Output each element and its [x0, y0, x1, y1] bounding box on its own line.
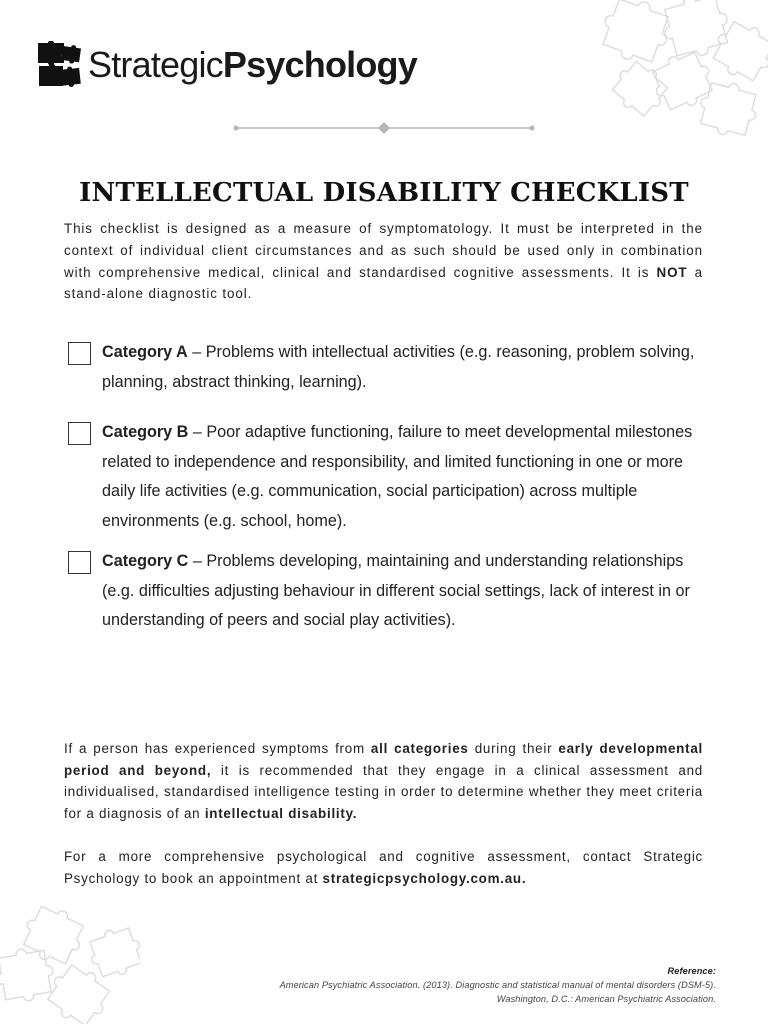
category-a-label: Category A: [102, 343, 188, 361]
intro-emphasis: NOT: [656, 264, 688, 280]
category-c-description: – Problems developing, maintaining and understanding relationships (e.g. difficulties adjusting behaviour in different social settings, lack of interest in or understanding of peers and social play activities).: [102, 552, 690, 629]
summary-bold-2: early developmental period and beyond,: [64, 741, 703, 778]
page-title: INTELLECTUAL DISABILITY CHECKLIST: [79, 178, 689, 208]
category-a-checkbox[interactable]: [68, 342, 91, 365]
category-c-label: Category C: [102, 552, 189, 570]
category-b-label: Category B: [102, 423, 189, 441]
reference-line-2: Washington, D.C.: American Psychiatric Association.: [496, 994, 716, 1004]
diamond-divider: [232, 121, 536, 135]
category-b-checkbox[interactable]: [68, 422, 91, 445]
category-a-description: – Problems with intellectual activities (e.g. reasoning, problem solving, planning, abstract thinking, learning).: [102, 343, 695, 391]
category-b-text: [102, 418, 708, 536]
category-a-item: [68, 338, 708, 397]
intro-paragraph: [64, 218, 703, 305]
summary-text-1: If a person has experienced symptoms from: [64, 741, 371, 756]
category-c-checkbox[interactable]: [68, 551, 91, 574]
summary-paragraph: [64, 738, 703, 824]
intro-text-1: This checklist is designed as a measure of symptomatology. It must be interpreted in the context of individual client circumstances and as such should be used only in combination with comprehensive medical, clinical and standardised cognitive assessments. It is: [64, 221, 703, 280]
contact-text: For a more comprehensive psychological and cognitive assessment, contact Strategic Psychology to book an appointment at: [64, 849, 703, 886]
reference-heading: Reference:: [667, 966, 716, 976]
category-b-description: – Poor adaptive functioning, failure to meet developmental milestones related to independence and responsibility, and limited functioning in one or more daily life activities (e.g. communication, social participation) across multiple environments (e.g. school, home).: [102, 423, 693, 530]
summary-text-3: it is recommended that they engage in a clinical assessment and individualised, standardised intelligence testing in order to determine whether they meet criteria for a diagnosis of an: [64, 762, 703, 821]
puzzle-pattern-top-right: [600, 0, 768, 140]
contact-paragraph: [64, 846, 703, 889]
category-c-text: [102, 547, 708, 636]
website-link[interactable]: strategicpsychology.com.au.: [322, 870, 527, 886]
brand-name: [88, 44, 417, 85]
puzzle-logo-icon: [36, 41, 82, 89]
reference-line-1: American Psychiatric Association. (2013). Diagnostic and statistical manual of mental disorders (DSM-5).: [279, 980, 716, 990]
brand-logo[interactable]: [36, 40, 417, 90]
reference-block: [280, 964, 716, 1006]
summary-bold-1: all categories: [370, 741, 469, 756]
brand-name-light: Strategic: [88, 44, 223, 85]
brand-name-bold: Psychology: [222, 44, 417, 85]
puzzle-pattern-bottom-left: [0, 904, 140, 1024]
intro-text-2: a stand-alone diagnostic tool.: [64, 264, 703, 302]
category-b-item: [68, 418, 708, 536]
summary-text-2: during their: [468, 741, 559, 756]
summary-bold-3: intellectual disability.: [204, 805, 358, 821]
category-c-item: [68, 547, 708, 636]
category-a-text: [102, 338, 708, 397]
